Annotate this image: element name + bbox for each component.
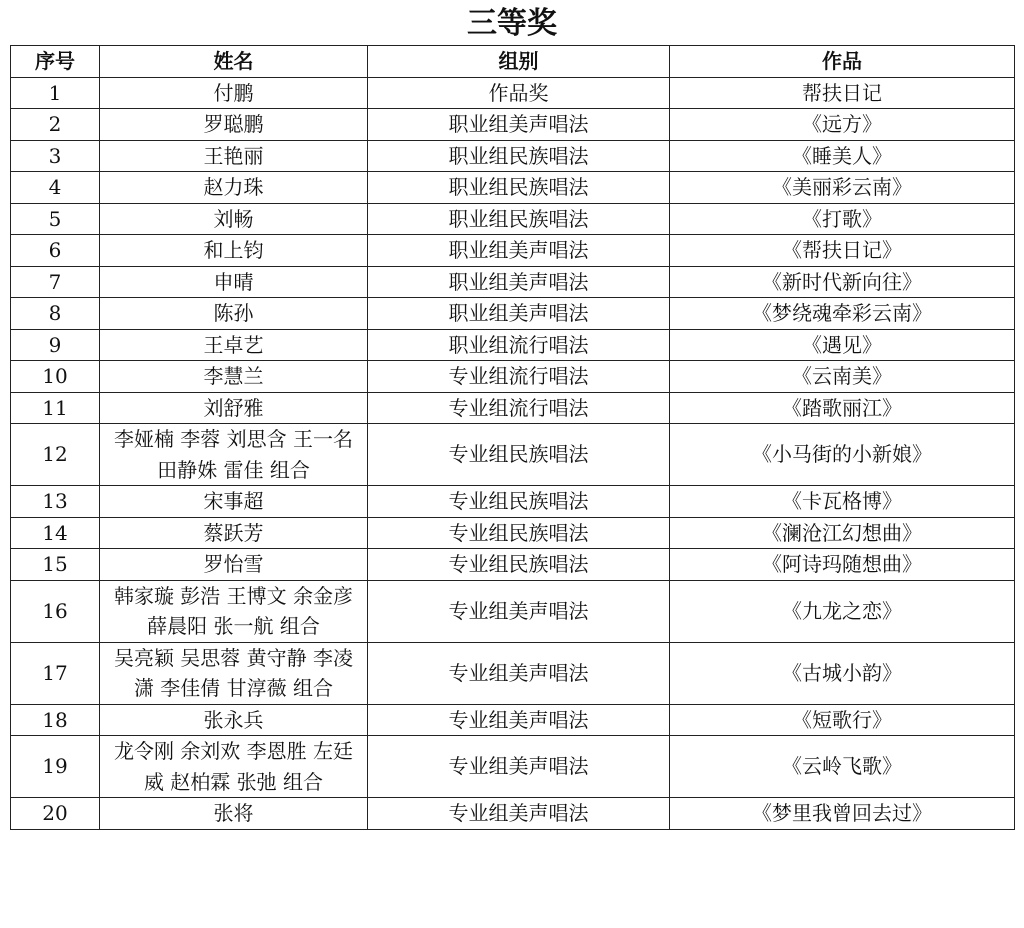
cell-index: 18 — [11, 704, 100, 736]
table-row — [11, 517, 1015, 549]
cell-work: 《云岭飞歌》 — [670, 736, 1015, 798]
cell-index: 4 — [11, 172, 100, 204]
cell-group: 专业组美声唱法 — [368, 736, 670, 798]
cell-group: 职业组民族唱法 — [368, 140, 670, 172]
cell-name: 赵力珠 — [100, 172, 368, 204]
header-group: 组别 — [368, 46, 670, 78]
cell-index: 10 — [11, 361, 100, 393]
cell-group: 职业组美声唱法 — [368, 235, 670, 267]
cell-group: 专业组美声唱法 — [368, 798, 670, 830]
cell-work: 《睡美人》 — [670, 140, 1015, 172]
table-row — [11, 361, 1015, 393]
cell-index: 20 — [11, 798, 100, 830]
table-row — [11, 580, 1015, 642]
cell-name: 王卓艺 — [100, 329, 368, 361]
table-row — [11, 235, 1015, 267]
cell-group: 专业组民族唱法 — [368, 549, 670, 581]
cell-group: 职业组民族唱法 — [368, 172, 670, 204]
cell-work: 《短歌行》 — [670, 704, 1015, 736]
cell-group: 职业组美声唱法 — [368, 109, 670, 141]
cell-work: 《踏歌丽江》 — [670, 392, 1015, 424]
cell-group: 职业组流行唱法 — [368, 329, 670, 361]
cell-work: 《远方》 — [670, 109, 1015, 141]
header-index: 序号 — [11, 46, 100, 78]
cell-name: 李娅楠 李蓉 刘思含 王一名 田静姝 雷佳 组合 — [100, 424, 368, 486]
cell-name: 韩家璇 彭浩 王博文 余金彦 薛晨阳 张一航 组合 — [100, 580, 368, 642]
cell-work: 《新时代新向往》 — [670, 266, 1015, 298]
cell-work: 《九龙之恋》 — [670, 580, 1015, 642]
table-row — [11, 642, 1015, 704]
cell-name: 付鹏 — [100, 77, 368, 109]
cell-index: 12 — [11, 424, 100, 486]
cell-name: 刘畅 — [100, 203, 368, 235]
cell-index: 13 — [11, 486, 100, 518]
cell-group: 专业组美声唱法 — [368, 642, 670, 704]
cell-name: 宋事超 — [100, 486, 368, 518]
cell-name: 刘舒雅 — [100, 392, 368, 424]
cell-work: 《帮扶日记》 — [670, 235, 1015, 267]
cell-name: 吴亮颖 吴思蓉 黄守静 李凌潇 李佳倩 甘淳薇 组合 — [100, 642, 368, 704]
cell-name: 龙令刚 余刘欢 李恩胜 左廷威 赵柏霖 张弛 组合 — [100, 736, 368, 798]
cell-index: 2 — [11, 109, 100, 141]
table-row — [11, 549, 1015, 581]
cell-name: 罗怡雪 — [100, 549, 368, 581]
cell-work: 《美丽彩云南》 — [670, 172, 1015, 204]
cell-group: 职业组民族唱法 — [368, 203, 670, 235]
cell-index: 17 — [11, 642, 100, 704]
table-row — [11, 486, 1015, 518]
table-row — [11, 266, 1015, 298]
cell-name: 李慧兰 — [100, 361, 368, 393]
table-row — [11, 203, 1015, 235]
cell-name: 陈孙 — [100, 298, 368, 330]
table-row — [11, 392, 1015, 424]
cell-index: 9 — [11, 329, 100, 361]
cell-work: 《卡瓦格博》 — [670, 486, 1015, 518]
page-title: 三等奖 — [467, 6, 557, 41]
cell-index: 1 — [11, 77, 100, 109]
cell-name: 和上钧 — [100, 235, 368, 267]
cell-work: 《云南美》 — [670, 361, 1015, 393]
cell-index: 5 — [11, 203, 100, 235]
cell-group: 职业组美声唱法 — [368, 298, 670, 330]
cell-work: 《古城小韵》 — [670, 642, 1015, 704]
cell-index: 7 — [11, 266, 100, 298]
cell-work: 《澜沧江幻想曲》 — [670, 517, 1015, 549]
award-table — [10, 45, 1015, 830]
cell-name: 王艳丽 — [100, 140, 368, 172]
cell-work: 《遇见》 — [670, 329, 1015, 361]
cell-name: 张永兵 — [100, 704, 368, 736]
cell-group: 专业组美声唱法 — [368, 704, 670, 736]
header-work: 作品 — [670, 46, 1015, 78]
cell-name: 张将 — [100, 798, 368, 830]
cell-group: 职业组美声唱法 — [368, 266, 670, 298]
cell-work: 《打歌》 — [670, 203, 1015, 235]
cell-work: 《梦绕魂牵彩云南》 — [670, 298, 1015, 330]
cell-group: 专业组民族唱法 — [368, 486, 670, 518]
table-row — [11, 424, 1015, 486]
header-row — [11, 46, 1015, 78]
cell-index: 8 — [11, 298, 100, 330]
cell-index: 15 — [11, 549, 100, 581]
cell-index: 19 — [11, 736, 100, 798]
table-row — [11, 798, 1015, 830]
cell-index: 3 — [11, 140, 100, 172]
table-row — [11, 172, 1015, 204]
cell-index: 14 — [11, 517, 100, 549]
cell-work: 《阿诗玛随想曲》 — [670, 549, 1015, 581]
cell-work: 《梦里我曾回去过》 — [670, 798, 1015, 830]
cell-group: 专业组流行唱法 — [368, 361, 670, 393]
table-row — [11, 736, 1015, 798]
cell-work: 《小马街的小新娘》 — [670, 424, 1015, 486]
table-row — [11, 77, 1015, 109]
cell-index: 16 — [11, 580, 100, 642]
cell-index: 11 — [11, 392, 100, 424]
table-row — [11, 298, 1015, 330]
table-row — [11, 140, 1015, 172]
table-row — [11, 109, 1015, 141]
table-row — [11, 329, 1015, 361]
cell-name: 罗聪鹏 — [100, 109, 368, 141]
cell-group: 专业组美声唱法 — [368, 580, 670, 642]
cell-name: 蔡跃芳 — [100, 517, 368, 549]
cell-group: 专业组民族唱法 — [368, 424, 670, 486]
cell-group: 作品奖 — [368, 77, 670, 109]
table-row — [11, 704, 1015, 736]
cell-index: 6 — [11, 235, 100, 267]
cell-group: 专业组流行唱法 — [368, 392, 670, 424]
cell-work: 帮扶日记 — [670, 77, 1015, 109]
cell-name: 申晴 — [100, 266, 368, 298]
cell-group: 专业组民族唱法 — [368, 517, 670, 549]
header-name: 姓名 — [100, 46, 368, 78]
